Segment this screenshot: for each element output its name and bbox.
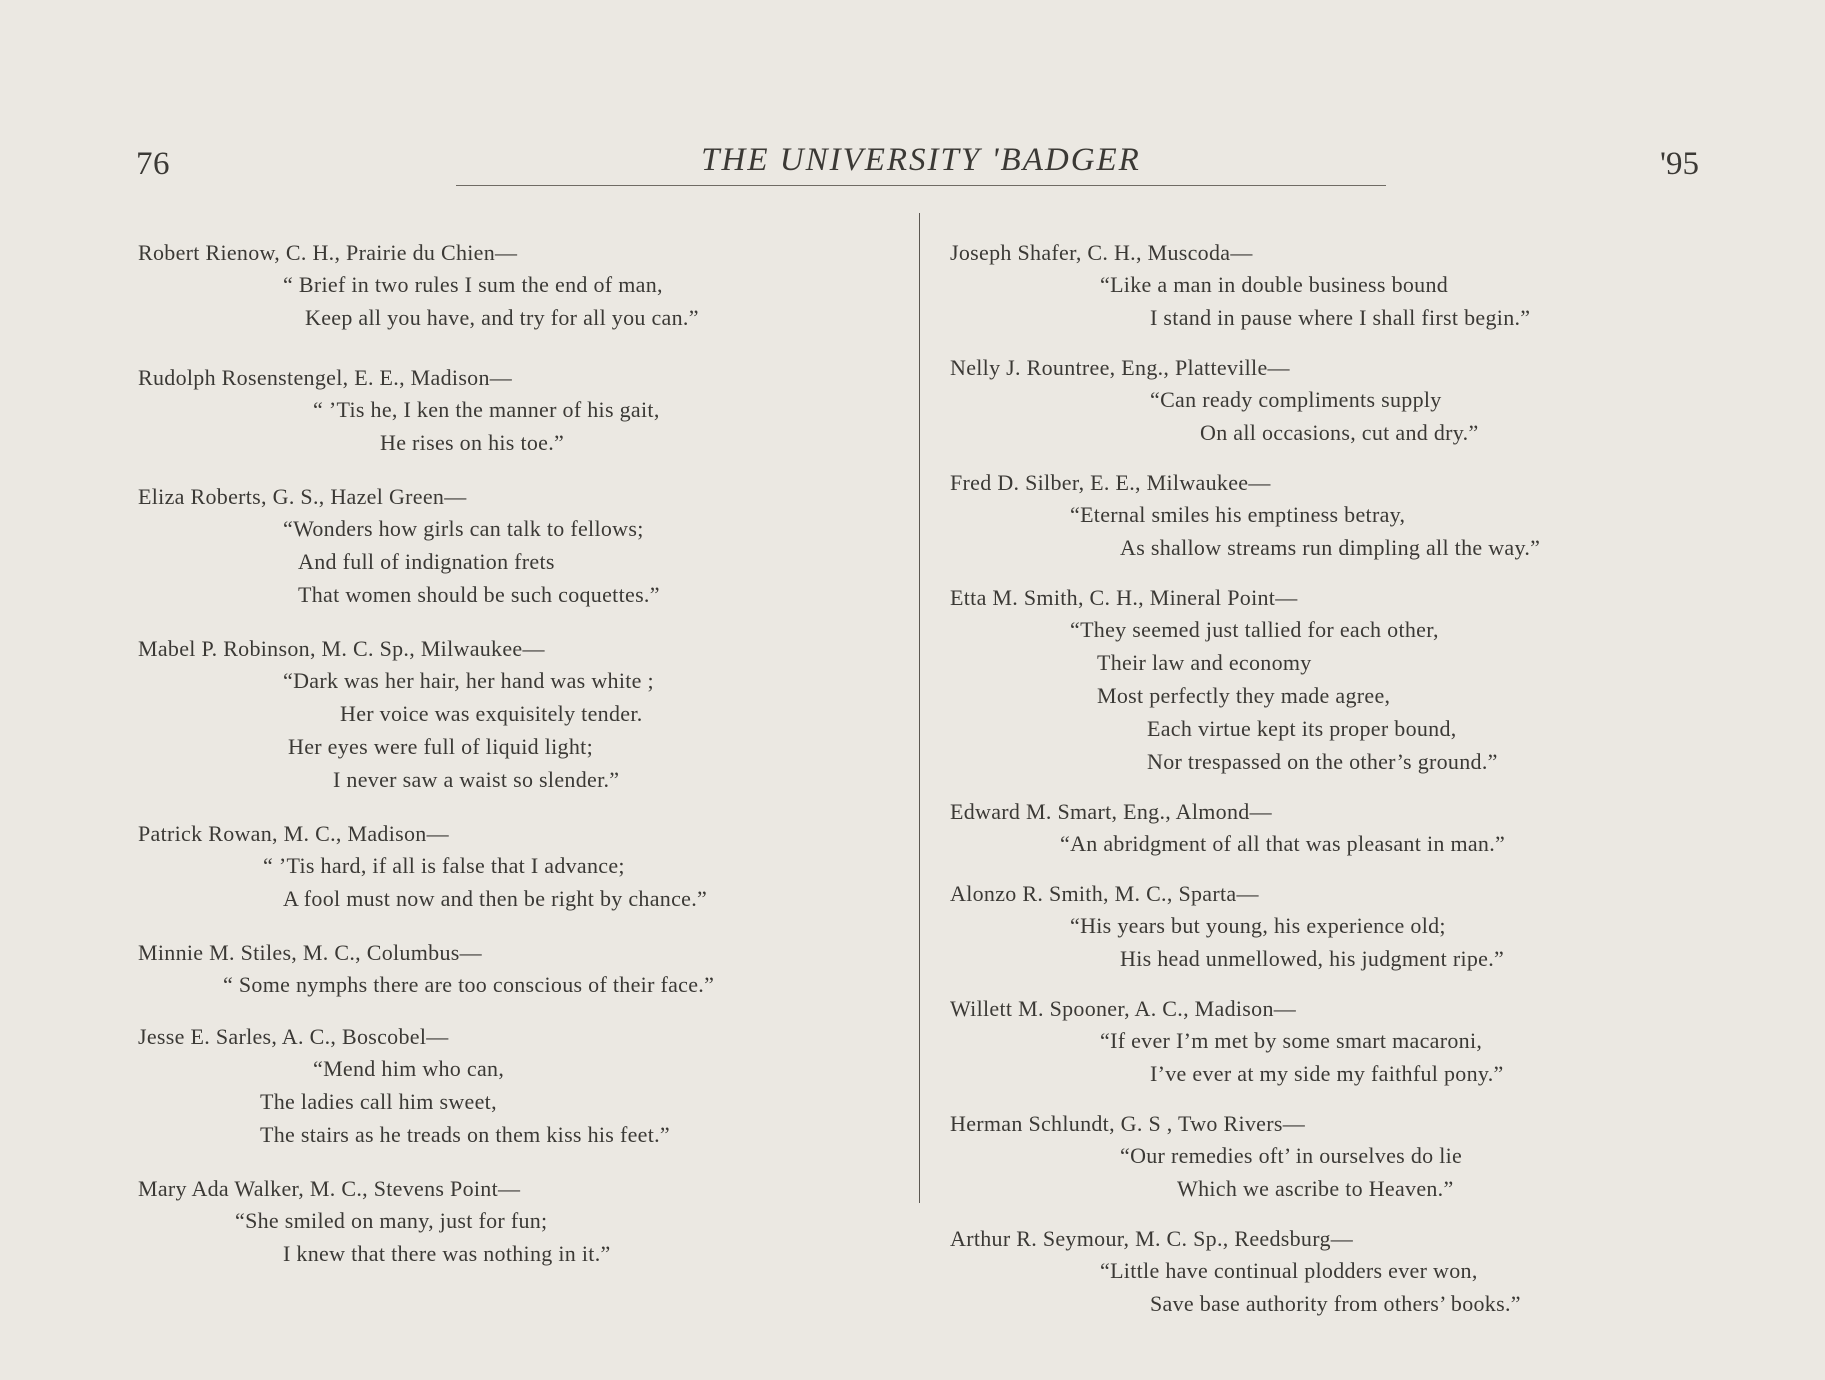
entry-name: Willett M. Spooner, A. C., Madison— [950, 996, 1297, 1021]
quote-line: Which we ascribe to Heaven.” [1177, 1176, 1454, 1201]
quote-line: “His years but young, his experience old; [1070, 913, 1446, 938]
quote-line: “If ever I’m met by some smart macaroni, [1100, 1028, 1483, 1053]
quote-line: “They seemed just tallied for each other, [1070, 617, 1439, 642]
poem-entry [138, 818, 898, 915]
quote-line: “Mend him who can, [313, 1056, 505, 1081]
entry-name: Joseph Shafer, C. H., Muscoda— [950, 240, 1253, 265]
entry-name: Mabel P. Robinson, M. C. Sp., Milwaukee— [138, 636, 545, 661]
entry-name: Patrick Rowan, M. C., Madison— [138, 821, 449, 846]
entry-name: Eliza Roberts, G. S., Hazel Green— [138, 484, 467, 509]
quote-line: “ ’Tis hard, if all is false that I advance; [263, 853, 625, 878]
quote-line: Each virtue kept its proper bound, [1147, 716, 1457, 741]
poem-entry [950, 993, 1680, 1090]
left-column [138, 217, 898, 1270]
quote-line: The ladies call him sweet, [260, 1089, 497, 1114]
poem-entry [950, 1108, 1680, 1205]
quote-line: “Eternal smiles his emptiness betray, [1070, 502, 1406, 527]
quote-line: I knew that there was nothing in it.” [283, 1241, 611, 1266]
entry-name: Arthur R. Seymour, M. C. Sp., Reedsburg— [950, 1226, 1354, 1251]
quote-line: And full of indignation frets [298, 549, 555, 574]
poem-entry [138, 1021, 898, 1151]
quote-line: “Wonders how girls can talk to fellows; [283, 516, 644, 541]
poem-entry [138, 362, 898, 459]
quote-line: His head unmellowed, his judgment ripe.” [1120, 946, 1505, 971]
quote-line: A fool must now and then be right by chance.” [283, 886, 708, 911]
poem-entry [138, 481, 898, 611]
quote-line: Keep all you have, and try for all you can.” [305, 305, 699, 330]
entry-name: Nelly J. Rountree, Eng., Platteville— [950, 355, 1290, 380]
column-divider [919, 213, 920, 1203]
quote-line: I’ve ever at my side my faithful pony.” [1150, 1061, 1504, 1086]
quote-line: Their law and economy [1097, 650, 1312, 675]
entry-name: Minnie M. Stiles, M. C., Columbus— [138, 940, 482, 965]
poem-entry [138, 237, 898, 334]
quote-line: As shallow streams run dimpling all the way.” [1120, 535, 1541, 560]
quote-line: “ Some nymphs there are too conscious of their face.” [223, 972, 715, 997]
quote-line: “Little have continual plodders ever won, [1100, 1258, 1478, 1283]
quote-line: “She smiled on many, just for fun; [235, 1208, 548, 1233]
quote-line: “ ’Tis he, I ken the manner of his gait, [313, 397, 660, 422]
poem-entry [950, 237, 1680, 334]
running-title: THE UNIVERSITY 'BADGER [701, 142, 1141, 178]
quote-line: On all occasions, cut and dry.” [1200, 420, 1479, 445]
quote-line: That women should be such coquettes.” [298, 582, 660, 607]
poem-entry [950, 796, 1680, 860]
entry-name: Robert Rienow, C. H., Prairie du Chien— [138, 240, 518, 265]
quote-line: Most perfectly they made agree, [1097, 683, 1391, 708]
quote-line: Save base authority from others’ books.” [1150, 1291, 1521, 1316]
quote-line: “Can ready compliments supply [1150, 387, 1442, 412]
poem-entry [950, 582, 1680, 778]
poem-entry [138, 633, 898, 796]
entry-name: Mary Ada Walker, M. C., Stevens Point— [138, 1176, 521, 1201]
poem-entry [950, 878, 1680, 975]
quote-line: “Our remedies oft’ in ourselves do lie [1120, 1143, 1463, 1168]
quote-line: “An abridgment of all that was pleasant in man.” [1060, 831, 1506, 856]
entry-name: Fred D. Silber, E. E., Milwaukee— [950, 470, 1271, 495]
entry-name: Herman Schlundt, G. S , Two Rivers— [950, 1111, 1306, 1136]
quote-line: “Like a man in double business bound [1100, 272, 1449, 297]
quote-line: “ Brief in two rules I sum the end of man, [283, 272, 663, 297]
quote-line: He rises on his toe.” [380, 430, 565, 455]
year-label: '95 [1660, 146, 1699, 182]
header-rule [456, 185, 1386, 186]
page-number: 76 [136, 146, 170, 182]
quote-line: I never saw a waist so slender.” [333, 767, 620, 792]
poem-entry [950, 1223, 1680, 1320]
quote-line: Nor trespassed on the other’s ground.” [1147, 749, 1498, 774]
quote-line: “Dark was her hair, her hand was white ; [283, 668, 654, 693]
entry-name: Rudolph Rosenstengel, E. E., Madison— [138, 365, 513, 390]
entry-name: Jesse E. Sarles, A. C., Boscobel— [138, 1024, 449, 1049]
entry-name: Edward M. Smart, Eng., Almond— [950, 799, 1272, 824]
right-column [950, 217, 1680, 1320]
poem-entry [950, 467, 1680, 564]
quote-line: Her voice was exquisitely tender. [340, 701, 643, 726]
quote-line: Her eyes were full of liquid light; [288, 734, 593, 759]
poem-entry [950, 352, 1680, 449]
quote-line: I stand in pause where I shall first begin.” [1150, 305, 1531, 330]
poem-entry [138, 1173, 898, 1270]
quote-line: The stairs as he treads on them kiss his feet.” [260, 1122, 670, 1147]
poem-entry [138, 937, 898, 1001]
entry-name: Alonzo R. Smith, M. C., Sparta— [950, 881, 1259, 906]
entry-name: Etta M. Smith, C. H., Mineral Point— [950, 585, 1298, 610]
